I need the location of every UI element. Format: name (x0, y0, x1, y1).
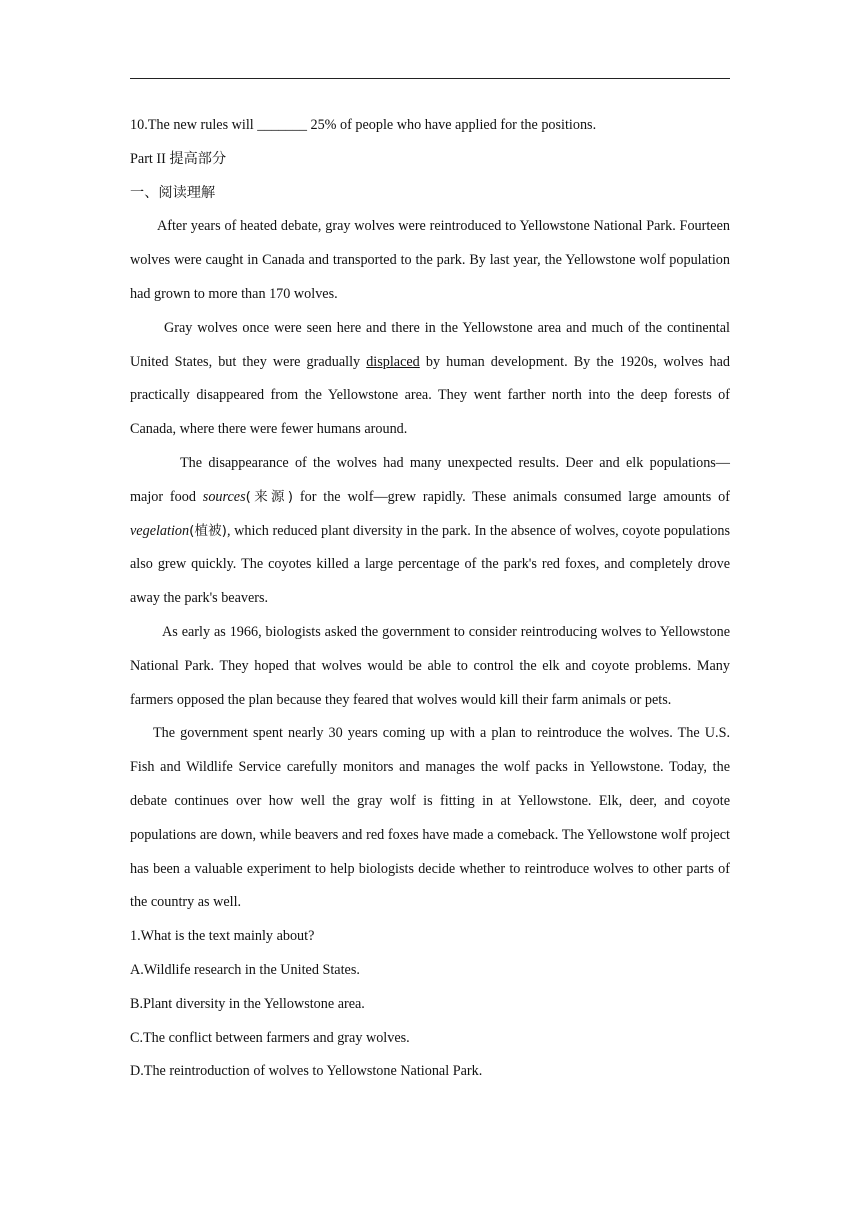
gloss-sources: (来源) (245, 488, 294, 505)
passage-paragraph-4: As early as 1966, biologists asked the government to consider reintroducing wolves to Yellowstone National Park. They hoped that wolves would be able to control the elk and coyote problems. Many farmers opposed the plan because they feared that wolves would kill their farm animals or pets. (130, 623, 730, 708)
question-1-option-a: A.Wildlife research in the United States. (130, 961, 360, 978)
p3-text-b: for the wolf—grew rapidly. These animals consumed large amounts of (293, 488, 730, 505)
question-1-option-b: B.Plant diversity in the Yellowstone area. (130, 995, 365, 1012)
part-heading: Part II 提高部分 (130, 150, 227, 167)
page-content (130, 109, 730, 1089)
gloss-vegelation: (植被) (189, 522, 227, 539)
question-10-suffix: 25% of people who have applied for the positions. (306, 117, 597, 133)
section-heading: 一、阅读理解 (130, 184, 216, 201)
p3-text-c: , which reduced plant diversity in the park. In the absence of wolves, coyote populations also grew quickly. The coyotes killed a large percentage of the park's red foxes, and completely drove away the park's beavers. (130, 522, 730, 607)
question-1-option-d: D.The reintroduction of wolves to Yellowstone National Park. (130, 1063, 483, 1080)
passage-paragraph-3 (130, 447, 730, 616)
underlined-word-displaced: displaced (366, 353, 420, 370)
question-10-blank: _______ (257, 117, 307, 133)
italic-term-vegelation: vegelation (130, 522, 190, 539)
p3-text-a: The disappearance of the wolves had many unexpected results. Deer and elk populations—major food (130, 454, 730, 505)
question-1-option-c: C.The conflict between farmers and gray wolves. (130, 1029, 410, 1046)
header-rule (130, 78, 730, 79)
passage-paragraph-5: The government spent nearly 30 years coming up with a plan to reintroduce the wolves. The U.S. Fish and Wildlife Service carefully monitors and manages the wolf packs in Yellowstone. Today, the debate continues over how well the gray wolf is fitting in at Yellowstone. Elk, deer, and coyote populations are down, while beavers and red foxes have made a comeback. The Yellowstone wolf project has been a valuable experiment to help biologists decide whether to reintroduce wolves to other parts of the country as well. (130, 725, 730, 911)
passage-paragraph-2 (130, 312, 730, 447)
question-10 (130, 109, 730, 143)
p2-text-after: by human development. By the 1920s, wolves had practically disappeared from the Yellowstone area. They went farther north into the deep forests of Canada, where there were fewer humans around. (130, 353, 731, 438)
question-1-stem: 1.What is the text mainly about? (130, 928, 315, 945)
passage-paragraph-1: After years of heated debate, gray wolves were reintroduced to Yellowstone National Park. Fourteen wolves were caught in Canada and transported to the park. By last year, the Yellowstone wolf population had grown to more than 170 wolves. (130, 218, 730, 302)
question-10-prefix: 10.The new rules will (130, 117, 258, 133)
italic-term-sources: sources (202, 488, 246, 505)
p2-text-before: Gray wolves once were seen here and there in the Yellowstone area and much of the continental United States, but they were gradually (130, 319, 730, 370)
